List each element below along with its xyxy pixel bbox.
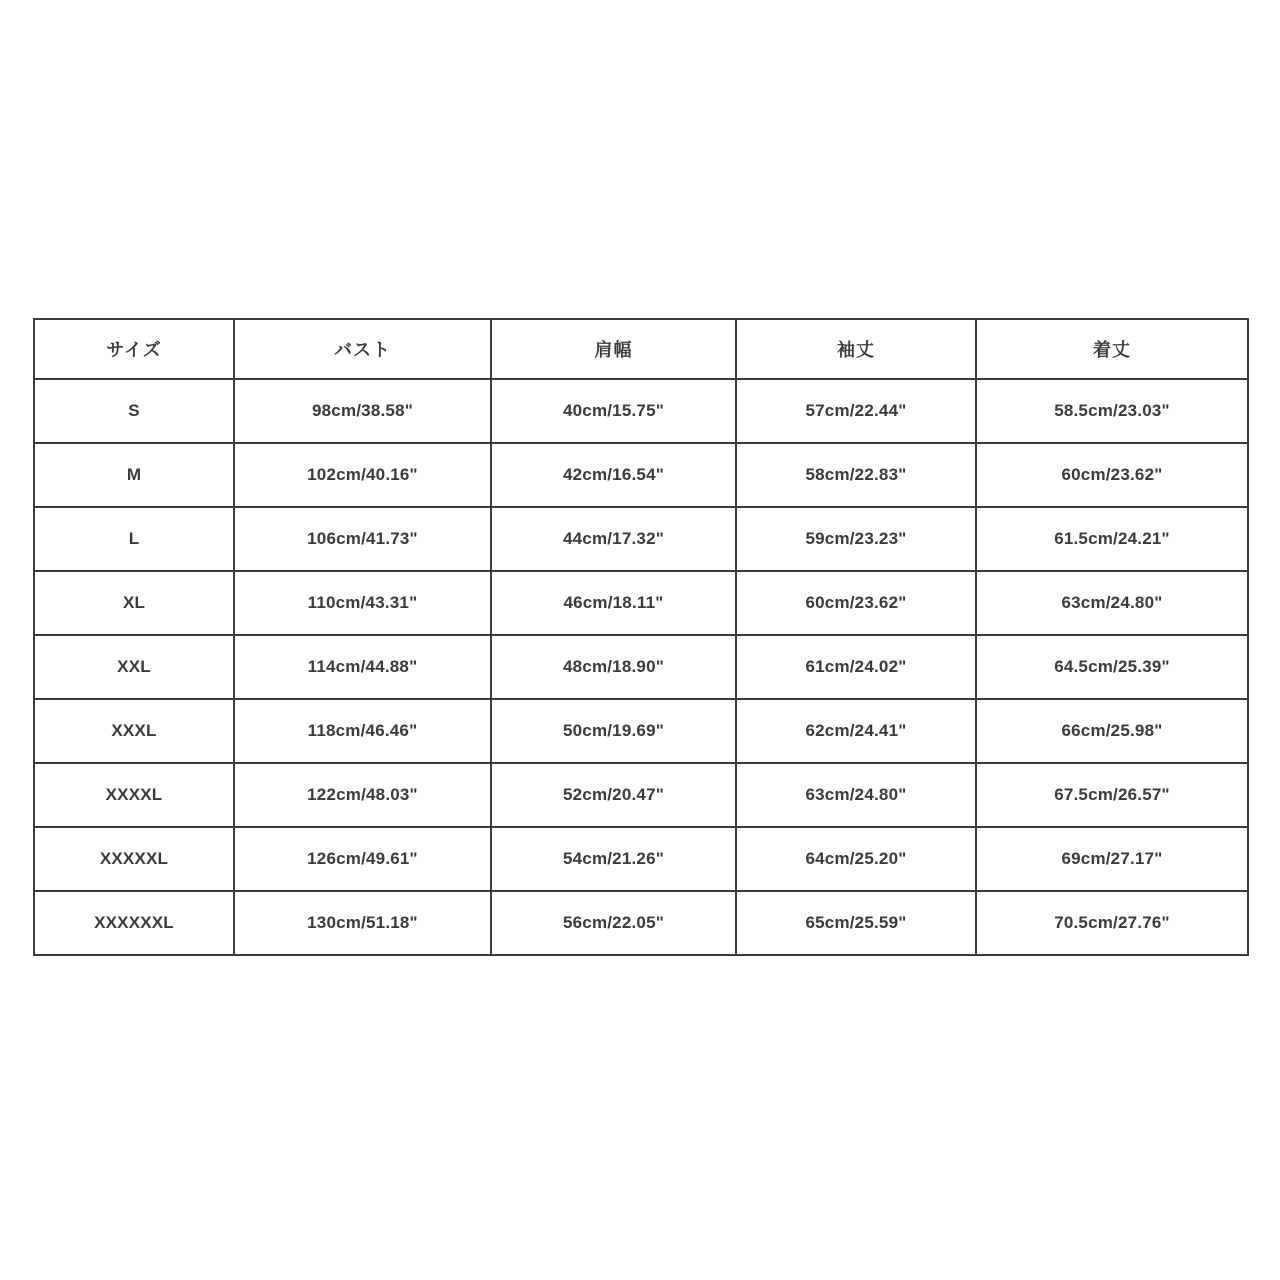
measurement-cell: 50cm/19.69" xyxy=(491,699,736,763)
measurement-cell: 54cm/21.26" xyxy=(491,827,736,891)
measurement-cell: 61.5cm/24.21" xyxy=(976,507,1248,571)
measurement-cell: 122cm/48.03" xyxy=(234,763,491,827)
table-row xyxy=(34,827,1248,891)
table-row xyxy=(34,699,1248,763)
measurement-cell: 40cm/15.75" xyxy=(491,379,736,443)
size-label-cell: M xyxy=(34,443,234,507)
measurement-cell: 58cm/22.83" xyxy=(736,443,976,507)
measurement-cell: 57cm/22.44" xyxy=(736,379,976,443)
measurement-cell: 59cm/23.23" xyxy=(736,507,976,571)
table-row xyxy=(34,763,1248,827)
size-label-cell: L xyxy=(34,507,234,571)
size-label-cell: XXL xyxy=(34,635,234,699)
measurement-cell: 114cm/44.88" xyxy=(234,635,491,699)
size-label-cell: S xyxy=(34,379,234,443)
measurement-cell: 65cm/25.59" xyxy=(736,891,976,955)
measurement-cell: 67.5cm/26.57" xyxy=(976,763,1248,827)
measurement-cell: 102cm/40.16" xyxy=(234,443,491,507)
size-label-cell: XXXXXL xyxy=(34,827,234,891)
measurement-cell: 110cm/43.31" xyxy=(234,571,491,635)
table-row xyxy=(34,571,1248,635)
measurement-cell: 42cm/16.54" xyxy=(491,443,736,507)
measurement-cell: 44cm/17.32" xyxy=(491,507,736,571)
measurement-cell: 64cm/25.20" xyxy=(736,827,976,891)
size-label-cell: XXXXL xyxy=(34,763,234,827)
measurement-cell: 98cm/38.58" xyxy=(234,379,491,443)
table-row xyxy=(34,635,1248,699)
measurement-cell: 63cm/24.80" xyxy=(736,763,976,827)
column-header-2: 肩幅 xyxy=(491,319,736,379)
size-chart-table xyxy=(33,318,1249,956)
measurement-cell: 106cm/41.73" xyxy=(234,507,491,571)
measurement-cell: 126cm/49.61" xyxy=(234,827,491,891)
measurement-cell: 61cm/24.02" xyxy=(736,635,976,699)
table-row xyxy=(34,443,1248,507)
size-label-cell: XL xyxy=(34,571,234,635)
measurement-cell: 118cm/46.46" xyxy=(234,699,491,763)
measurement-cell: 64.5cm/25.39" xyxy=(976,635,1248,699)
measurement-cell: 130cm/51.18" xyxy=(234,891,491,955)
table-row xyxy=(34,507,1248,571)
measurement-cell: 56cm/22.05" xyxy=(491,891,736,955)
measurement-cell: 70.5cm/27.76" xyxy=(976,891,1248,955)
measurement-cell: 48cm/18.90" xyxy=(491,635,736,699)
size-label-cell: XXXL xyxy=(34,699,234,763)
measurement-cell: 52cm/20.47" xyxy=(491,763,736,827)
measurement-cell: 63cm/24.80" xyxy=(976,571,1248,635)
measurement-cell: 69cm/27.17" xyxy=(976,827,1248,891)
column-header-0: サイズ xyxy=(34,319,234,379)
measurement-cell: 66cm/25.98" xyxy=(976,699,1248,763)
measurement-cell: 60cm/23.62" xyxy=(976,443,1248,507)
column-header-1: バスト xyxy=(234,319,491,379)
size-label-cell: XXXXXXL xyxy=(34,891,234,955)
measurement-cell: 58.5cm/23.03" xyxy=(976,379,1248,443)
size-chart-header-row xyxy=(34,319,1248,379)
column-header-3: 袖丈 xyxy=(736,319,976,379)
table-row xyxy=(34,891,1248,955)
measurement-cell: 60cm/23.62" xyxy=(736,571,976,635)
table-row xyxy=(34,379,1248,443)
measurement-cell: 46cm/18.11" xyxy=(491,571,736,635)
column-header-4: 着丈 xyxy=(976,319,1248,379)
measurement-cell: 62cm/24.41" xyxy=(736,699,976,763)
